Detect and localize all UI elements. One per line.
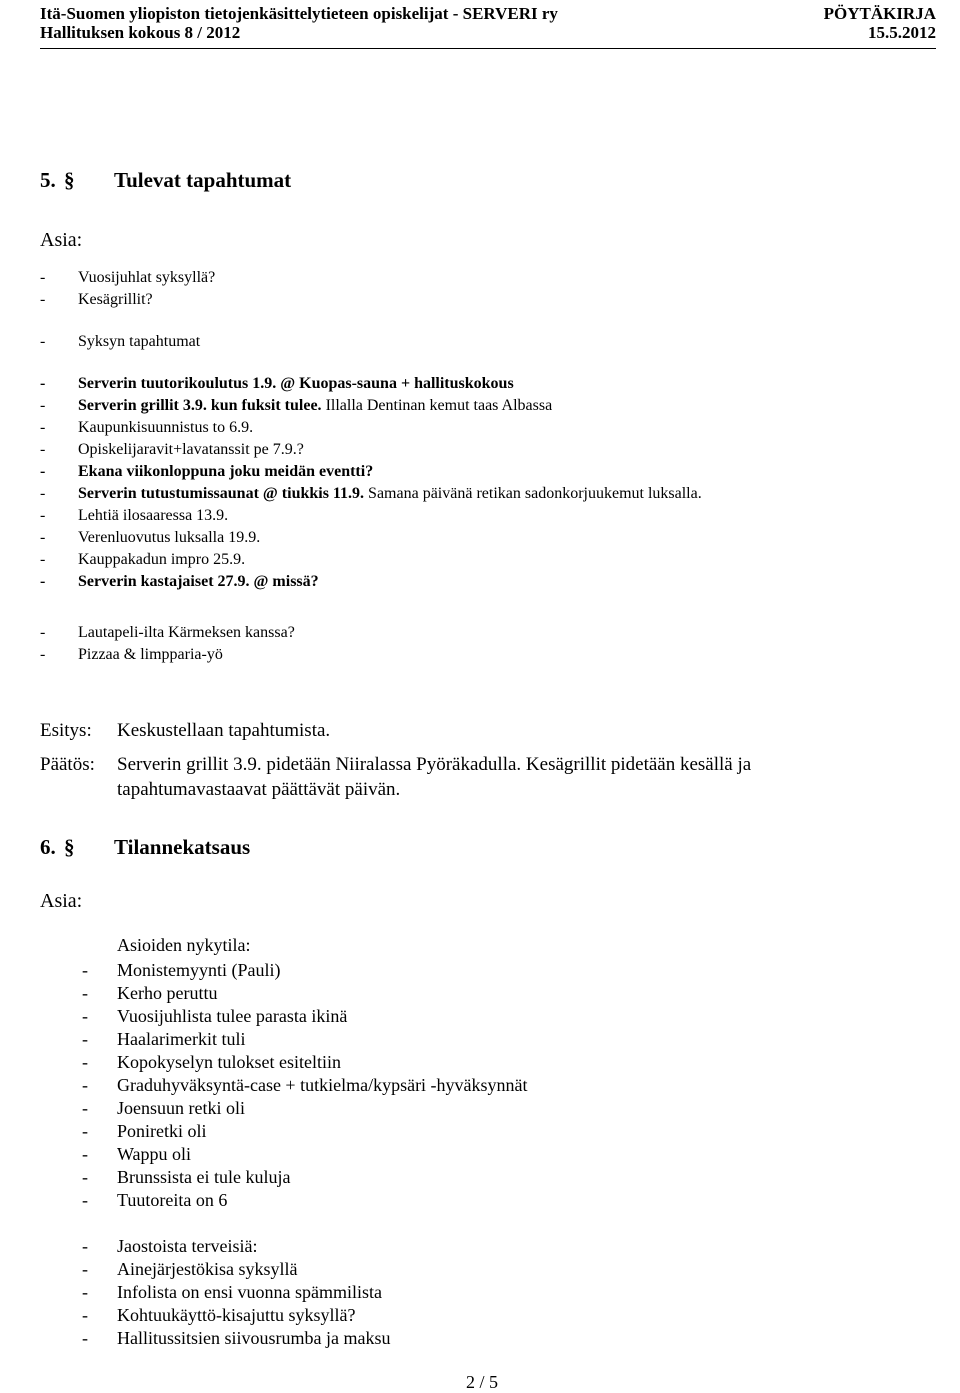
list-dash: -: [40, 624, 46, 641]
list-dash: -: [40, 333, 46, 350]
list-item: [40, 1282, 382, 1303]
list-item: [40, 1144, 191, 1165]
list-item: [40, 1029, 245, 1050]
list-item-text: Kesägrillit?: [78, 291, 153, 308]
list-dash: -: [82, 1259, 88, 1279]
list-item-text: Kopokyselyn tulokset esiteltiin: [117, 1052, 341, 1072]
list-dash: -: [40, 419, 46, 436]
list-item-text: Poniretki oli: [117, 1121, 207, 1141]
list-dash: -: [40, 463, 46, 480]
status-intro: Asioiden nykytila:: [117, 935, 251, 955]
list-item-text: Kaupunkisuunnistus to 6.9.: [78, 419, 254, 436]
list-item: [40, 507, 228, 525]
list-item-bold-text: Serverin grillit 3.9. kun fuksit tulee.: [78, 397, 322, 414]
section-6-heading: [40, 835, 250, 860]
list-dash: -: [82, 1328, 88, 1348]
esitys-label: Esitys:: [40, 720, 92, 741]
list-item-text: Tuutoreita on 6: [117, 1190, 228, 1210]
list-item-text: Joensuun retki oli: [117, 1098, 245, 1118]
paragraph-symbol: §: [64, 168, 75, 192]
list-item: [40, 441, 304, 459]
list-dash: -: [82, 1075, 88, 1095]
list-item: [40, 1075, 528, 1096]
list-item: [40, 291, 153, 309]
list-dash: -: [40, 291, 46, 308]
list-item-text: Vuosijuhlat syksyllä?: [78, 269, 216, 286]
asia-label: Asia:: [40, 890, 83, 912]
list-item: [40, 333, 200, 351]
list-dash: -: [40, 397, 46, 414]
list-item-text: Pizzaa & limpparia-yö: [78, 646, 223, 663]
list-dash: -: [40, 551, 46, 568]
list-item-text: Syksyn tapahtumat: [78, 333, 201, 350]
list-dash: -: [40, 646, 46, 663]
list-dash: -: [40, 529, 46, 546]
organization-name: Itä-Suomen yliopiston tietojenkäsittelytieteen opiskelijat - SERVERI ry: [40, 4, 558, 23]
list-item: [40, 960, 281, 981]
list-item: [40, 375, 514, 393]
list-item-text: Lautapeli-ilta Kärmeksen kanssa?: [78, 624, 295, 641]
list-dash: -: [82, 1121, 88, 1141]
section-title: Tulevat tapahtumat: [114, 168, 292, 192]
list-item-text: Monistemyynti (Pauli): [117, 960, 281, 980]
list-dash: -: [82, 1098, 88, 1118]
list-item: [40, 1190, 227, 1211]
section-number: 5.: [40, 168, 56, 192]
list-item-text: Samana päivänä retikan sadonkorjuukemut luksalla.: [364, 485, 702, 502]
meeting-date: 15.5.2012: [868, 23, 936, 42]
list-dash: -: [40, 441, 46, 458]
list-item: [40, 1167, 290, 1188]
list-dash: -: [82, 1190, 88, 1210]
list-item-text: Graduhyväksyntä-case + tutkielma/kypsäri -hyväksynnät: [117, 1075, 528, 1095]
list-dash: -: [82, 1144, 88, 1164]
list-item: [40, 573, 319, 591]
list-item: [40, 1236, 257, 1257]
list-item-text: Wappu oli: [117, 1144, 192, 1164]
asia-label: Asia:: [40, 229, 83, 251]
list-item: [40, 1121, 207, 1142]
paragraph-symbol: §: [64, 835, 75, 859]
list-item-text: Kauppakadun impro 25.9.: [78, 551, 246, 568]
list-item-text: Serverin kastajaiset 27.9. @ missä?: [78, 573, 319, 590]
list-item: [40, 1259, 297, 1280]
list-item: [40, 485, 702, 503]
list-item-text: Lehtiä ilosaaressa 13.9.: [78, 507, 229, 524]
list-dash: -: [82, 1305, 88, 1325]
paatos-label: Päätös:: [40, 754, 95, 775]
list-dash: -: [82, 1282, 88, 1302]
list-item: [40, 1305, 355, 1326]
list-item-bold-text: Serverin tutustumissaunat @ tiukkis 11.9.: [78, 485, 365, 502]
list-dash: -: [82, 1006, 88, 1026]
page-number: 2 / 5: [466, 1372, 499, 1392]
list-dash: -: [82, 1236, 88, 1256]
list-item: [40, 529, 260, 547]
list-dash: -: [40, 375, 46, 392]
list-item: [40, 1052, 341, 1073]
list-dash: -: [82, 1167, 88, 1187]
list-item: [40, 983, 217, 1004]
list-item-text: Verenluovutus luksalla 19.9.: [78, 529, 261, 546]
paatos-text-line-2: tapahtumavastaavat päättävät päivän.: [117, 779, 401, 800]
list-item: [40, 1328, 390, 1349]
section-title: Tilannekatsaus: [114, 835, 251, 859]
list-item-text: Hallitussitsien siivousrumba ja maksu: [117, 1328, 391, 1348]
list-item-text: Haalarimerkit tuli: [117, 1029, 246, 1049]
list-item-text: Kerho peruttu: [117, 983, 218, 1003]
section-number: 6.: [40, 835, 56, 859]
list-item-text: Infolista on ensi vuonna spämmilista: [117, 1282, 382, 1302]
list-item: [40, 624, 295, 642]
list-dash: -: [40, 485, 46, 502]
list-item: [40, 1098, 245, 1119]
list-dash: -: [40, 573, 46, 590]
list-item-text: Ekana viikonloppuna joku meidän eventti?: [78, 463, 374, 480]
list-item-text: Serverin tuutorikoulutus 1.9. @ Kuopas-sauna + hallituskokous: [78, 375, 514, 392]
list-dash: -: [82, 1029, 88, 1049]
list-item: [40, 1006, 347, 1027]
list-item: [40, 397, 552, 415]
list-item: [40, 646, 223, 664]
list-item-text: Kohtuukäyttö-kisajuttu syksyllä?: [117, 1305, 356, 1325]
list-dash: -: [82, 983, 88, 1003]
list-item-text: Jaostoista terveisiä:: [117, 1236, 258, 1256]
section-5-heading: [40, 168, 291, 193]
list-item-text: Brunssista ei tule kuluja: [117, 1167, 291, 1187]
page-header: [40, 0, 936, 48]
list-dash: -: [82, 1052, 88, 1072]
esitys-text: Keskustellaan tapahtumista.: [117, 720, 331, 741]
header-divider: [40, 48, 936, 49]
document-type: PÖYTÄKIRJA: [823, 4, 936, 23]
list-dash: -: [40, 269, 46, 286]
list-item: [40, 269, 215, 287]
list-item: [40, 419, 253, 437]
paatos-text-line-1: Serverin grillit 3.9. pidetään Niiralassa Pyöräkadulla. Kesägrillit pidetään kesällä ja: [117, 754, 752, 775]
list-item-text: Vuosijuhlista tulee parasta ikinä: [117, 1006, 348, 1026]
list-item: [40, 551, 245, 569]
meeting-name: Hallituksen kokous 8 / 2012: [40, 23, 241, 42]
list-item: [40, 463, 373, 481]
list-item-text: Illalla Dentinan kemut taas Albassa: [321, 397, 553, 414]
list-item-text: Opiskelijaravit+lavatanssit pe 7.9.?: [78, 441, 304, 458]
list-item-text: Ainejärjestökisa syksyllä: [117, 1259, 298, 1279]
list-dash: -: [40, 507, 46, 524]
list-dash: -: [82, 960, 88, 980]
